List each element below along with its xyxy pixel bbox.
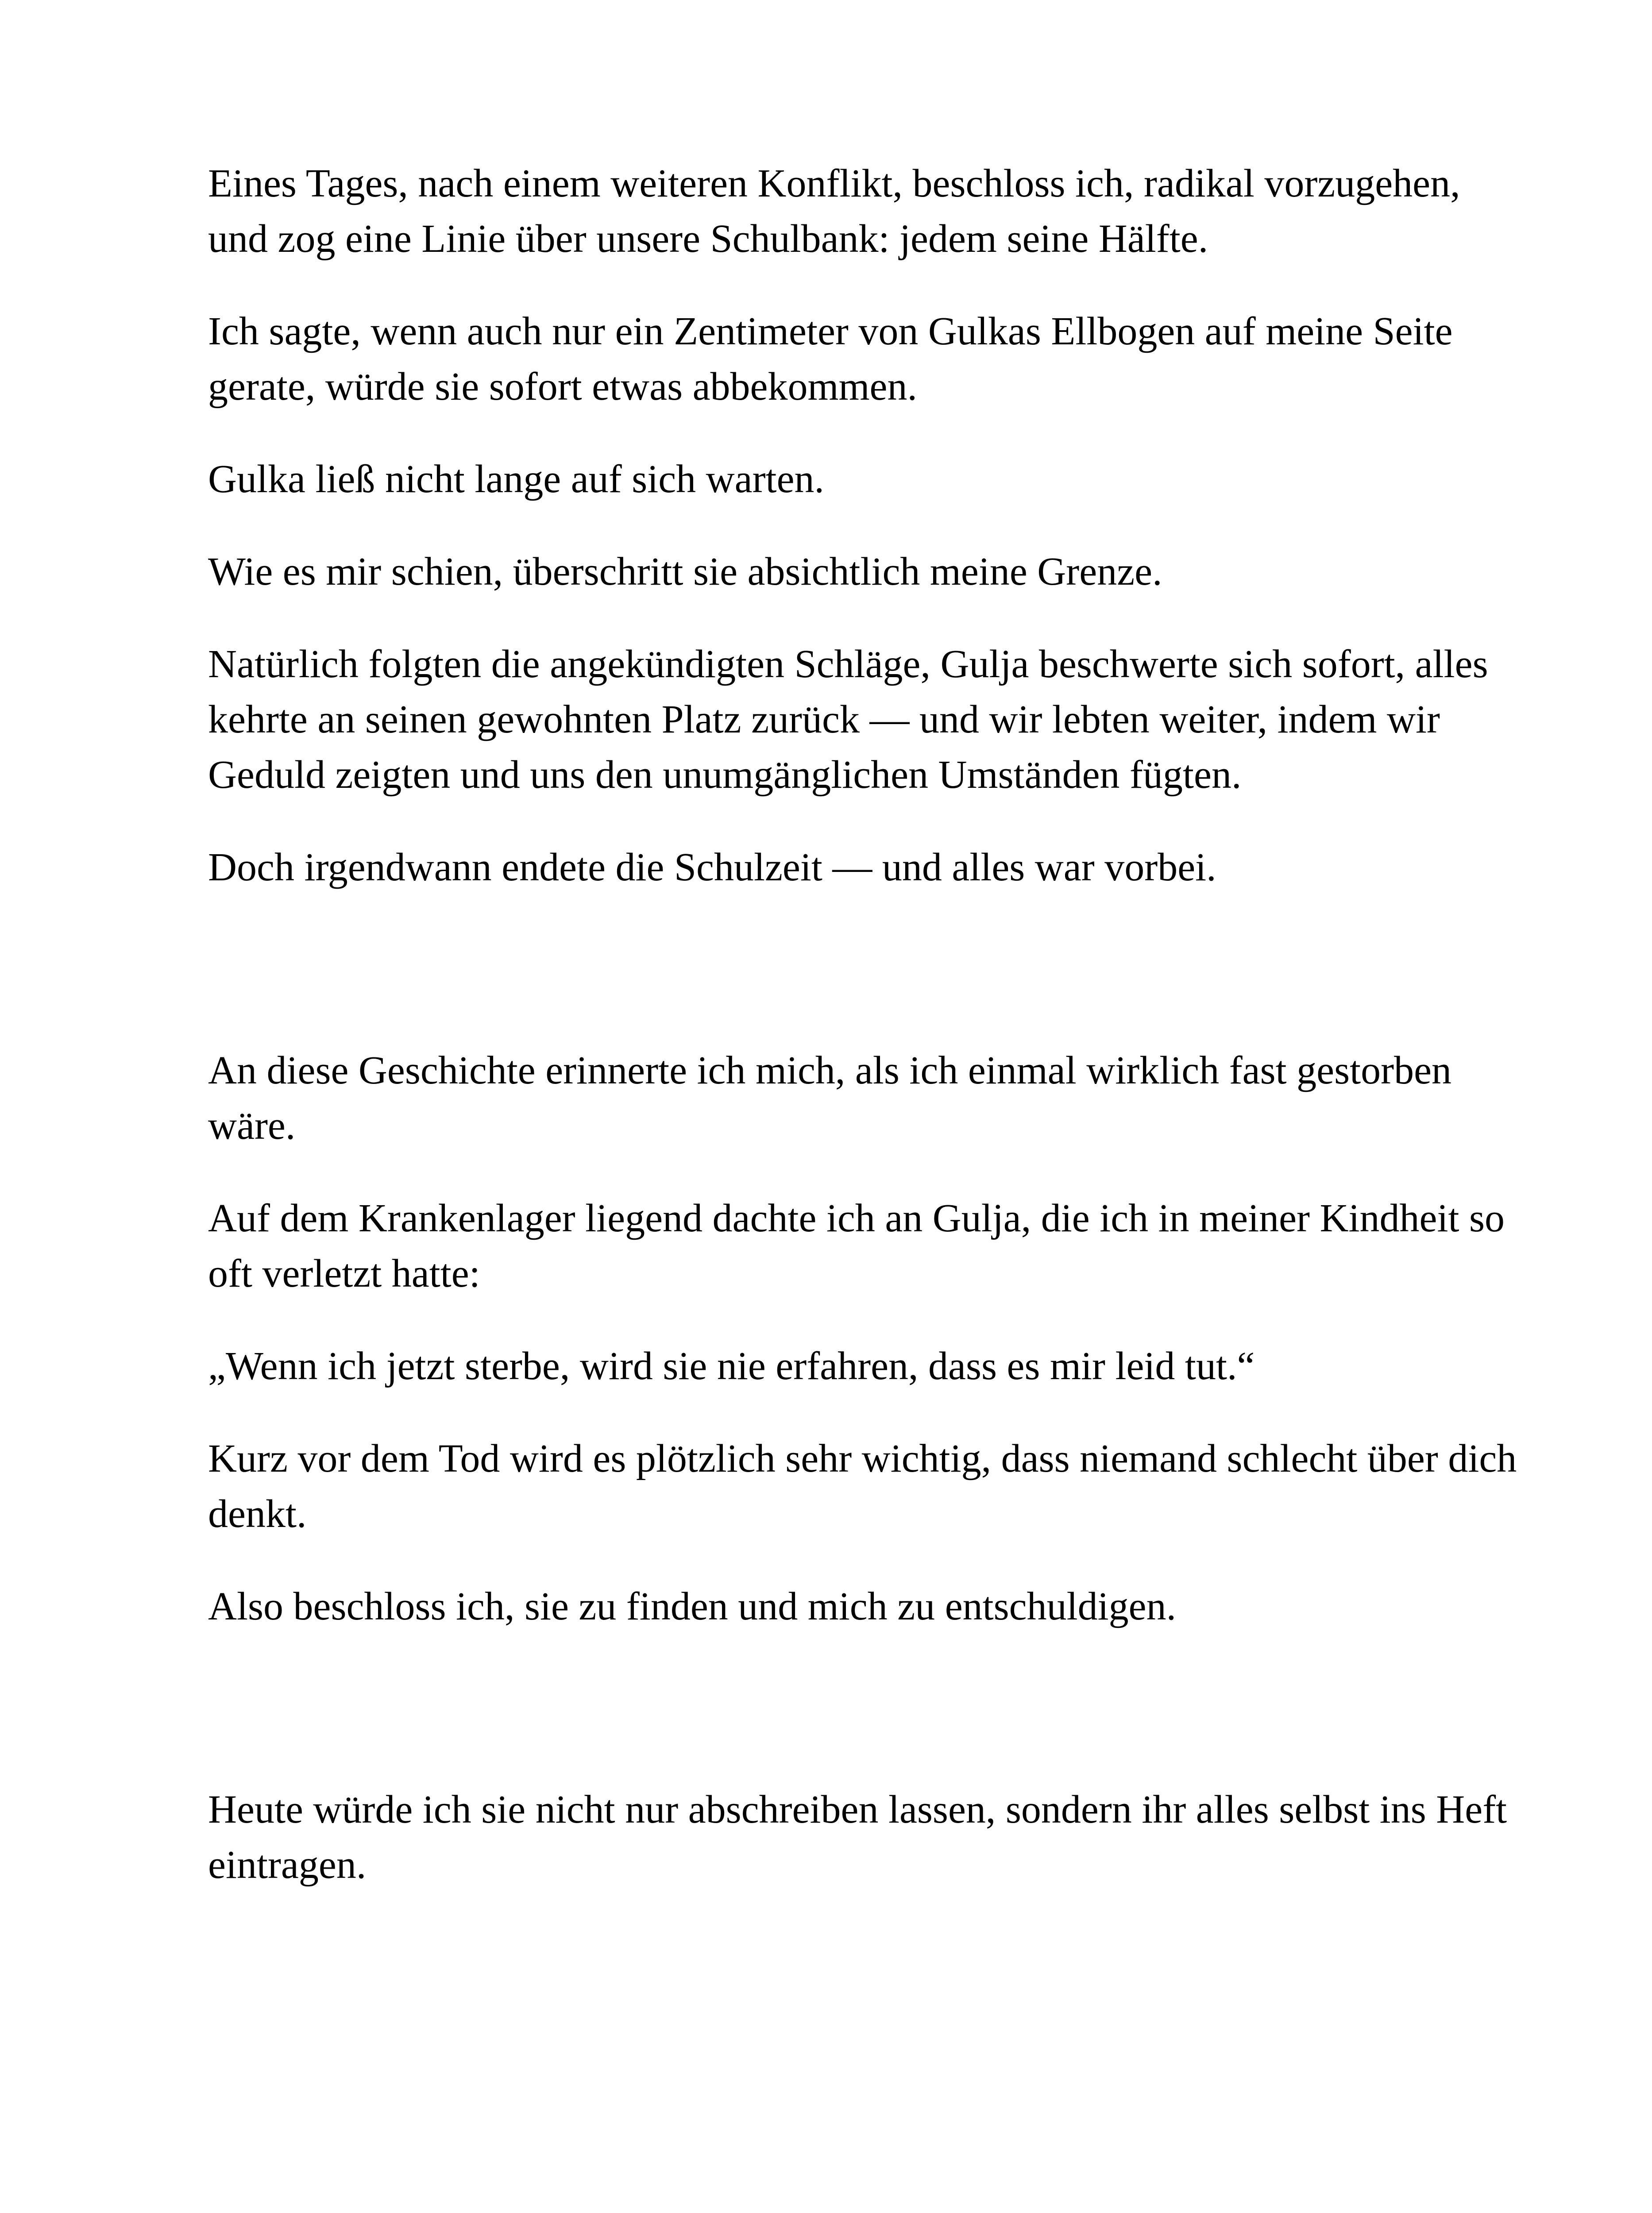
paragraph: Natürlich folgten die angekündigten Schläge, Gulja beschwerte sich sofort, alles kehrte an seinen gewohnten Platz zurück — und wir lebten weiter, indem wir Geduld zeigten und uns den unumgänglichen Umständen fügten. <box>208 642 1488 797</box>
paragraph: Eines Tages, nach einem weiteren Konflikt, beschloss ich, radikal vorzugehen, und zog eine Linie über unsere Schulbank: jedem seine Hälfte. <box>208 162 1460 261</box>
section-break <box>208 932 1518 1043</box>
paragraph: Heute würde ich sie nicht nur abschreiben lassen, sondern ihr alles selbst ins Heft eintragen. <box>208 1788 1507 1887</box>
paragraph: Wie es mir schien, überschritt sie absichtlich meine Grenze. <box>208 550 1162 594</box>
section-3 <box>208 1782 1518 1893</box>
paragraph: Gulka ließ nicht lange auf sich warten. <box>208 457 825 501</box>
paragraph: Kurz vor dem Tod wird es plötzlich sehr wichtig, dass niemand schlecht über dich denkt. <box>208 1437 1517 1536</box>
section-2 <box>208 1043 1518 1634</box>
document-body <box>208 156 1518 1930</box>
paragraph: Also beschloss ich, sie zu finden und mich zu entschuldigen. <box>208 1585 1177 1628</box>
paragraph: „Wenn ich jetzt sterbe, wird sie nie erfahren, dass es mir leid tut.“ <box>208 1344 1255 1388</box>
section-break <box>208 1671 1518 1782</box>
section-1 <box>208 156 1518 895</box>
paragraph: Auf dem Krankenlager liegend dachte ich an Gulja, die ich in meiner Kindheit so oft verletzt hatte: <box>208 1196 1505 1295</box>
paragraph: Doch irgendwann endete die Schulzeit — und alles war vorbei. <box>208 845 1216 889</box>
paragraph: An diese Geschichte erinnerte ich mich, als ich einmal wirklich fast gestorben wäre. <box>208 1049 1452 1148</box>
paragraph: Ich sagte, wenn auch nur ein Zentimeter von Gulkas Ellbogen auf meine Seite gerate, würde sie sofort etwas abbekommen. <box>208 309 1453 409</box>
